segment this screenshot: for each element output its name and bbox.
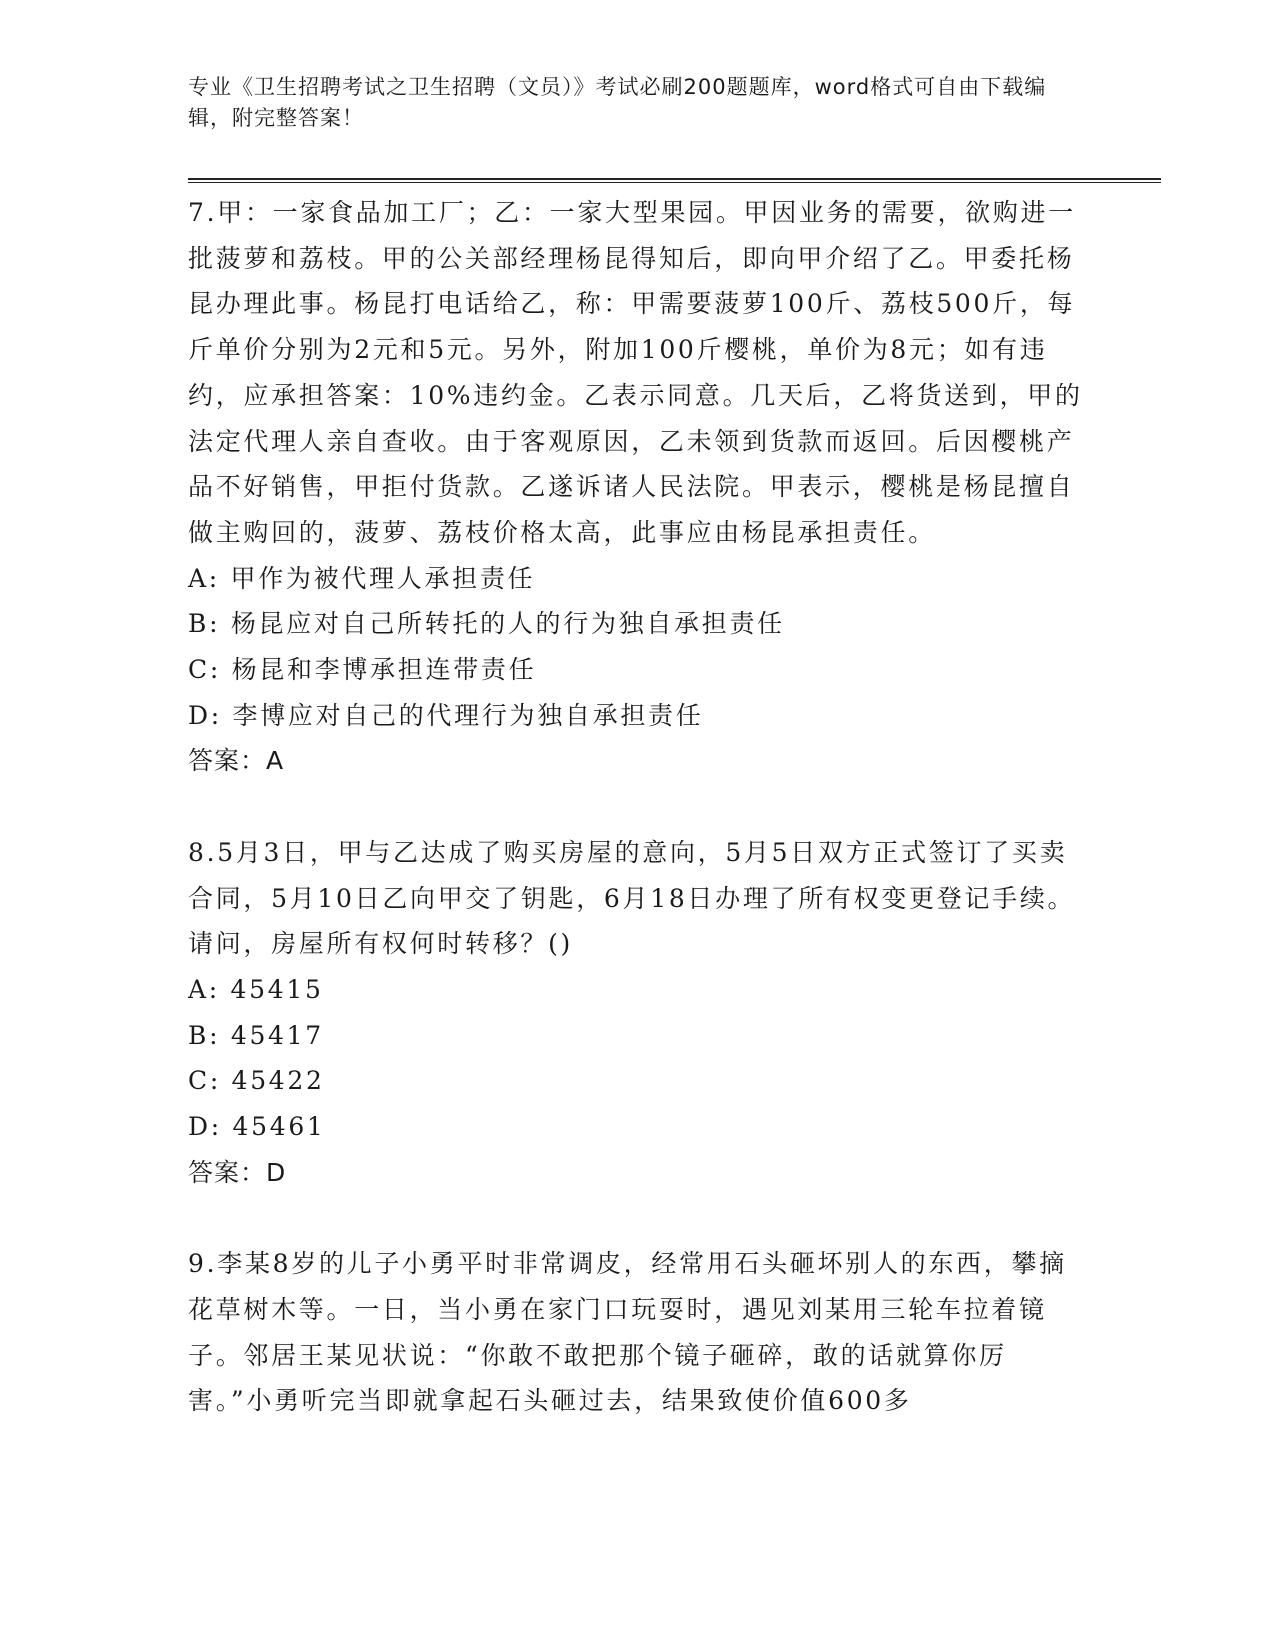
question-stem: 9.李某8岁的儿子小勇平时非常调皮，经常用石头砸坏别人的东西，攀摘花草树木等。一日，当小勇在家门口玩耍时，遇见刘某用三轮车拉着镜子。邻居王某见状说：“你敢不敢把那个镜子砸碎，敢的话就算你厉害。”小勇听完当即就拿起石头砸过去，结果致使价值600多 bbox=[188, 1249, 1067, 1416]
option-c: C: 杨昆和李博承担连带责任 bbox=[188, 655, 537, 685]
question-9 bbox=[188, 1241, 1088, 1424]
spacer bbox=[188, 784, 1088, 830]
option-d: D: 45461 bbox=[188, 1112, 326, 1142]
header-title: 专业《卫生招聘考试之卫生招聘（文员）》考试必刷200题题库，word格式可自由下载编辑，附完整答案！ bbox=[188, 75, 1047, 130]
answer-line: 答案：A bbox=[188, 746, 285, 776]
question-7 bbox=[188, 190, 1088, 784]
answer-line: 答案：D bbox=[188, 1157, 287, 1187]
question-8 bbox=[188, 830, 1088, 1196]
question-stem: 7.甲：一家食品加工厂；乙：一家大型果园。甲因业务的需要，欲购进一批菠萝和荔枝。甲的公关部经理杨昆得知后，即向甲介绍了乙。甲委托杨昆办理此事。杨昆打电话给乙，称：甲需要菠萝100斤、荔枝500斤，每斤单价分别为2元和5元。另外，附加100斤樱桃，单价为8元；如有违约，应承担答案：10%违约金。乙表示同意。几天后，乙将货送到，甲的法定代理人亲自查收。由于客观原因，乙未领到货款而返回。后因樱桃产品不好销售，甲拒付货款。乙遂诉诸人民法院。甲表示，樱桃是杨昆擅自做主购回的，菠萝、荔枝价格太高，此事应由杨昆承担责任。 bbox=[188, 198, 1083, 547]
option-c: C: 45422 bbox=[188, 1066, 325, 1096]
question-stem: 8.5月3日，甲与乙达成了购买房屋的意向，5月5日双方正式签订了买卖合同，5月10日乙向甲交了钥匙，6月18日办理了所有权变更登记手续。请问，房屋所有权何时转移？() bbox=[188, 837, 1076, 959]
header-divider bbox=[188, 178, 1161, 183]
page-header bbox=[188, 72, 1068, 134]
spacer bbox=[188, 1195, 1088, 1241]
option-b: B: 杨昆应对自己所转托的人的行为独自承担责任 bbox=[188, 609, 785, 639]
document-body bbox=[188, 190, 1088, 1424]
option-d: D: 李博应对自己的代理行为独自承担责任 bbox=[188, 700, 704, 730]
option-a: A: 甲作为被代理人承担责任 bbox=[188, 563, 536, 593]
option-b: B: 45417 bbox=[188, 1020, 324, 1050]
option-a: A: 45415 bbox=[188, 974, 324, 1004]
